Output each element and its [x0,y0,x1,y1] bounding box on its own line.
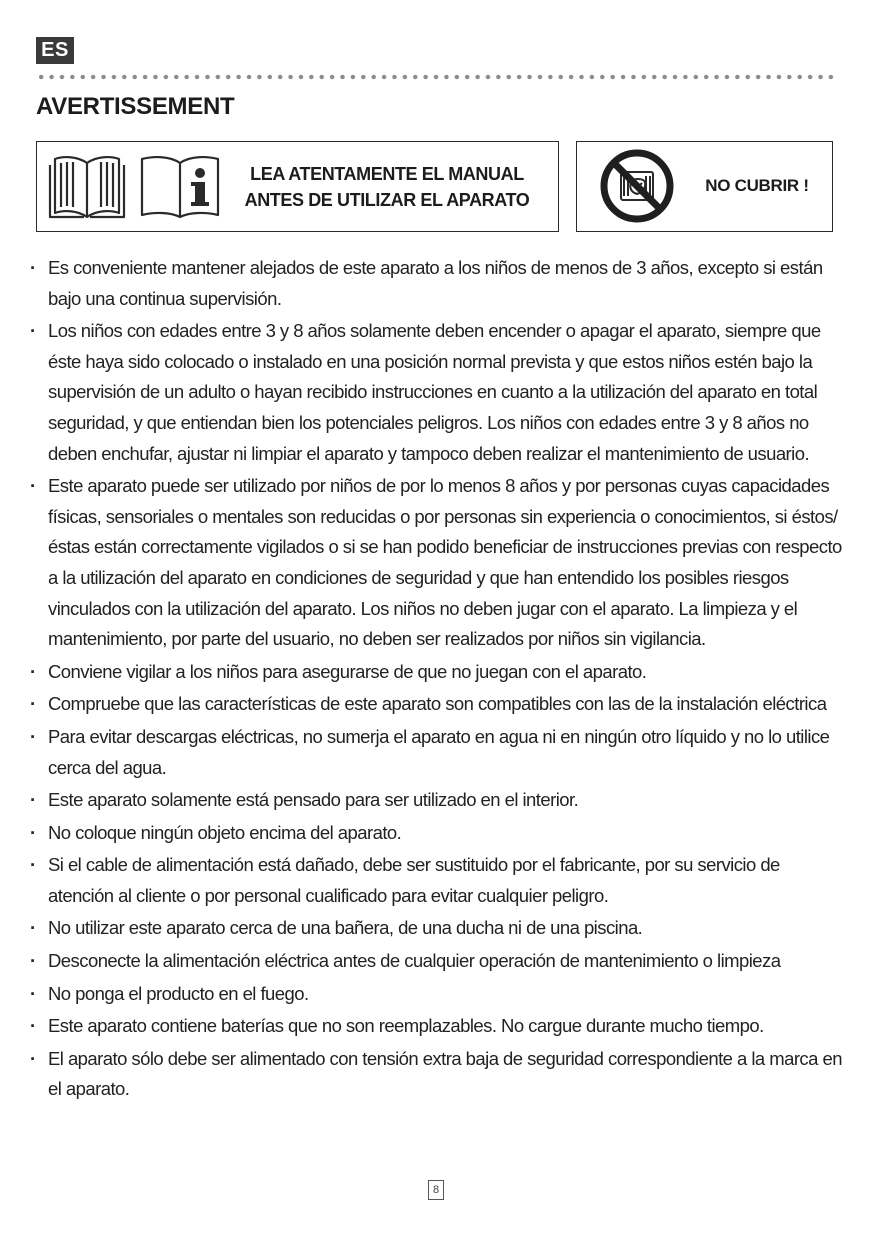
warning-item: · Este aparato contiene baterías que no son reemplazables. No cargue durante mucho tiempo. [30,1011,845,1042]
warning-item: · Compruebe que las características de este aparato son compatibles con las de la instalación eléctrica [30,689,845,720]
no-cover-notice [576,141,833,232]
warnings-list [30,253,845,1107]
page-title: AVERTISSEMENT [36,93,235,120]
warning-item: · Conviene vigilar a los niños para asegurarse de que no juegan con el aparato. [30,657,845,688]
manual-line-2: ANTES DE UTILIZAR EL APARATO [244,190,530,210]
read-manual-text [237,161,537,213]
page-number: 8 [428,1180,444,1200]
warning-item: · Los niños con edades entre 3 y 8 años solamente deben encender o apagar el aparato, siempre que éste haya sido colocado o instalado en una posición normal prevista y que estos niños estén bajo la supervisión de un adulto o hayan recibido instrucciones en cuanto a la utilización del aparato en total seguridad, y que entiendan bien los potenciales peligros. Los niños con edades entre 3 y 8 años no deben enchufar, ajustar ni limpiar el aparato y tampoco deben realizar el mantenimiento de usuario. [30,316,845,469]
warning-item: · El aparato sólo debe ser alimentado con tensión extra baja de seguridad correspondiente a la marca en el aparato. [30,1044,845,1105]
dotted-divider [36,74,839,80]
read-manual-notice [36,141,559,232]
warning-item: · Desconecte la alimentación eléctrica antes de cualquier operación de mantenimiento o limpieza [30,946,845,977]
warning-item: · No coloque ningún objeto encima del aparato. [30,818,845,849]
warning-item: · Este aparato solamente está pensado para ser utilizado en el interior. [30,785,845,816]
warning-item: · Este aparato puede ser utilizado por niños de por lo menos 8 años y por personas cuyas capacidades físicas, sensoriales o mentales son reducidas o por personas sin experiencia o conocimientos, si éstos/éstas están correctamente vigilados o si se han podido beneficiar de instrucciones previas con respecto a la utilización del aparato en condiciones de seguridad y que han entendido los posibles riesgos vinculados con la utilización del aparato. Los niños no deben jugar con el aparato. La limpieza y el mantenimiento, por parte del usuario, no deben ser realizados por niños sin vigilancia. [30,471,845,655]
warning-item: · Es conveniente mantener alejados de este aparato a los niños de menos de 3 años, excepto si están bajo una continua supervisión. [30,253,845,314]
no-cover-text: NO CUBRIR ! [705,176,809,195]
warning-item: · No ponga el producto en el fuego. [30,979,845,1010]
no-cover-icon [599,148,675,224]
warning-item: · Para evitar descargas eléctricas, no sumerja el aparato en agua ni en ningún otro líquido y no lo utilice cerca del agua. [30,722,845,783]
language-badge: ES [36,37,74,64]
info-book-icon [138,153,222,219]
manual-line-1: LEA ATENTAMENTE EL MANUAL [250,164,524,184]
warning-item: · No utilizar este aparato cerca de una bañera, de una ducha ni de una piscina. [30,913,845,944]
open-book-icon [47,153,127,219]
warning-item: · Si el cable de alimentación está dañado, debe ser sustituido por el fabricante, por su servicio de atención al cliente o por personal cualificado para evitar cualquier peligro. [30,850,845,911]
